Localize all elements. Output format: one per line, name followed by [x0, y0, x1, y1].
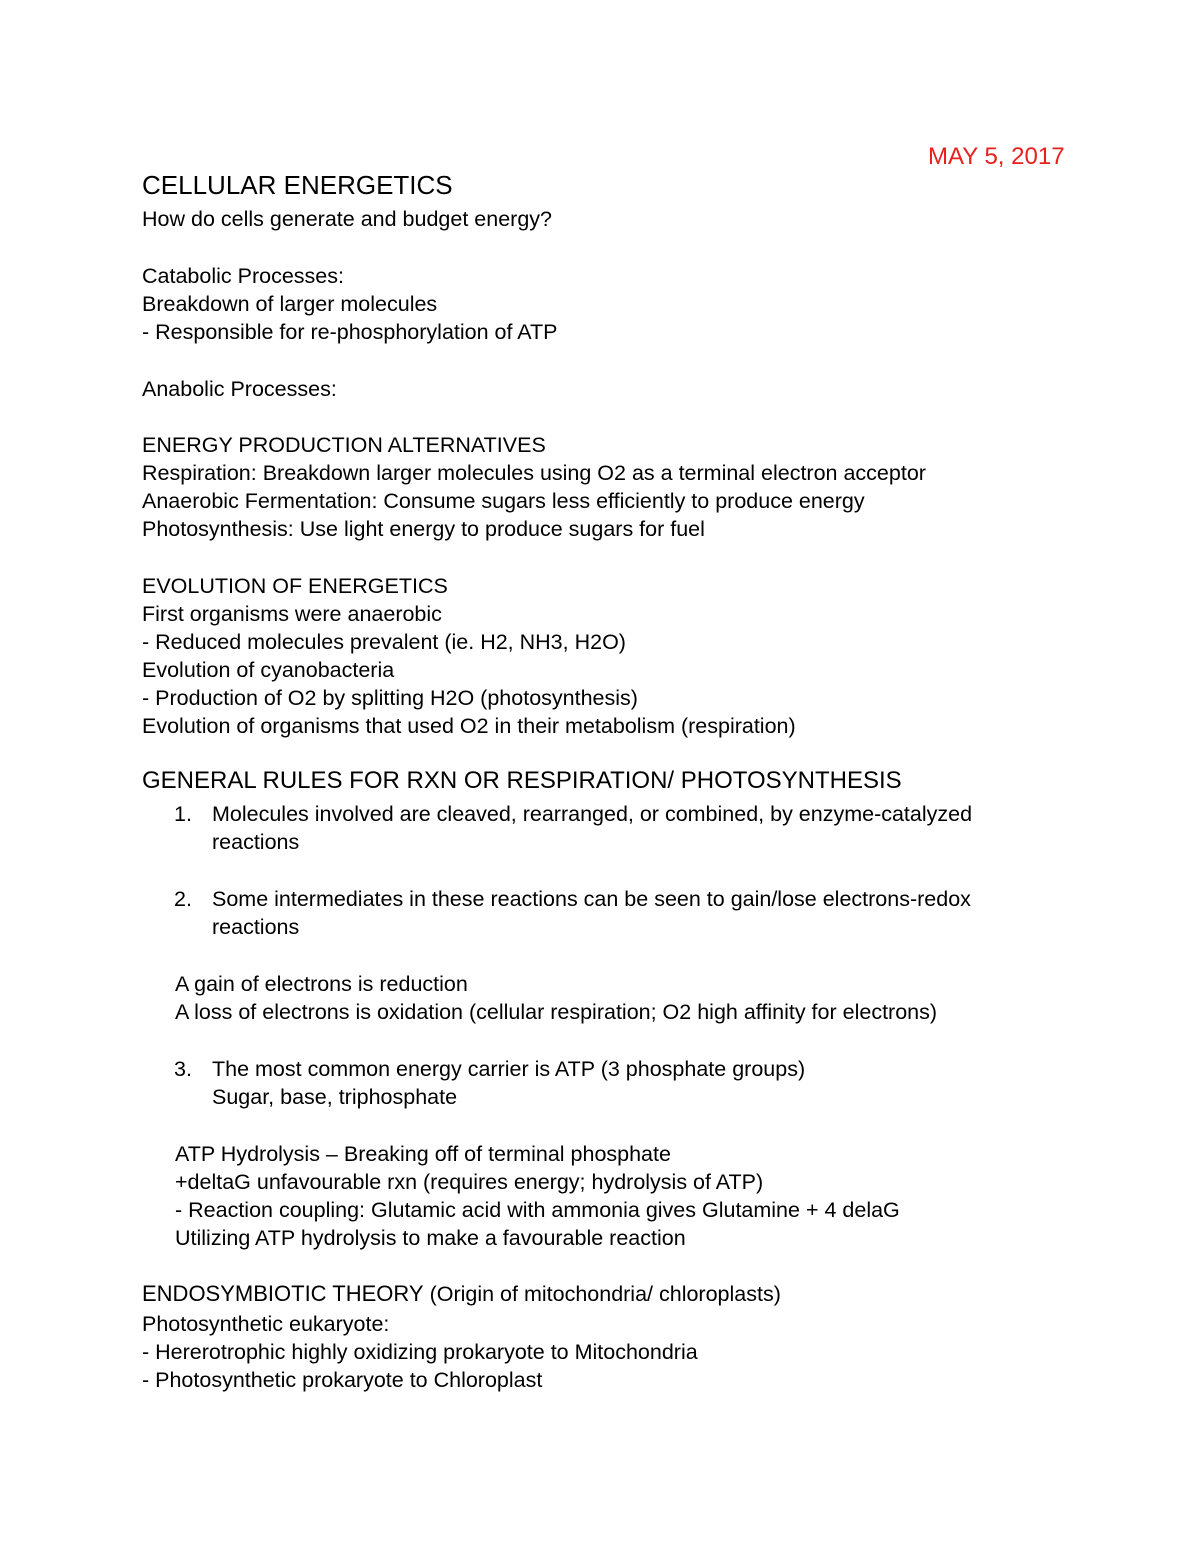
production-line: Respiration: Breakdown larger molecules using O2 as a terminal electron acceptor — [142, 461, 926, 485]
endo-heading-note: (Origin of mitochondria/ chloroplasts) — [429, 1282, 781, 1306]
atp-line: ATP Hydrolysis – Breaking off of terminal phosphate — [175, 1142, 671, 1166]
rules-heading: GENERAL RULES FOR RXN OR RESPIRATION/ PHOTOSYNTHESIS — [142, 767, 902, 794]
endo-heading-row — [142, 1280, 781, 1308]
production-heading: ENERGY PRODUCTION ALTERNATIVES — [142, 433, 546, 457]
loss-line: A loss of electrons is oxidation (cellular respiration; O2 high affinity for electrons) — [175, 1000, 938, 1024]
endo-heading: ENDOSYMBIOTIC THEORY — [142, 1281, 424, 1306]
list-item-text: Molecules involved are cleaved, rearranged, or combined, by enzyme-catalyzed — [212, 802, 973, 826]
gain-line: A gain of electrons is reduction — [175, 972, 468, 996]
list-item-text: reactions — [212, 915, 300, 939]
catabolic-line: - Responsible for re-phosphorylation of ATP — [142, 320, 558, 344]
list-number: 3. — [174, 1057, 192, 1081]
list-number: 2. — [174, 887, 192, 911]
page-title: CELLULAR ENERGETICS — [142, 170, 453, 200]
production-line: Photosynthesis: Use light energy to produce sugars for fuel — [142, 517, 705, 541]
endo-line: Photosynthetic eukaryote: — [142, 1312, 390, 1336]
evolution-heading: EVOLUTION OF ENERGETICS — [142, 574, 448, 598]
endo-line: - Hererotrophic highly oxidizing prokaryote to Mitochondria — [142, 1340, 698, 1364]
date-label: MAY 5, 2017 — [928, 143, 1065, 170]
atp-line: +deltaG unfavourable rxn (requires energy; hydrolysis of ATP) — [175, 1170, 764, 1194]
list-item-text: Sugar, base, triphosphate — [212, 1085, 458, 1109]
evolution-line: Evolution of cyanobacteria — [142, 658, 395, 682]
atp-line: Utilizing ATP hydrolysis to make a favourable reaction — [175, 1226, 686, 1250]
evolution-line: First organisms were anaerobic — [142, 602, 442, 626]
evolution-line: - Reduced molecules prevalent (ie. H2, NH3, H2O) — [142, 630, 626, 654]
catabolic-line: Breakdown of larger molecules — [142, 292, 438, 316]
production-line: Anaerobic Fermentation: Consume sugars less efficiently to produce energy — [142, 489, 865, 513]
list-item-text: The most common energy carrier is ATP (3 phosphate groups) — [212, 1057, 806, 1081]
intro-question: How do cells generate and budget energy? — [142, 207, 552, 231]
evolution-line: - Production of O2 by splitting H2O (photosynthesis) — [142, 686, 638, 710]
evolution-line: Evolution of organisms that used O2 in their metabolism (respiration) — [142, 714, 796, 738]
atp-line: - Reaction coupling: Glutamic acid with ammonia gives Glutamine + 4 delaG — [175, 1198, 900, 1222]
list-item-text: Some intermediates in these reactions can be seen to gain/lose electrons-redox — [212, 887, 971, 911]
list-number: 1. — [174, 802, 192, 826]
catabolic-heading: Catabolic Processes: — [142, 264, 344, 288]
endo-line: - Photosynthetic prokaryote to Chloroplast — [142, 1368, 543, 1392]
list-item-text: reactions — [212, 830, 300, 854]
anabolic-heading: Anabolic Processes: — [142, 377, 337, 401]
